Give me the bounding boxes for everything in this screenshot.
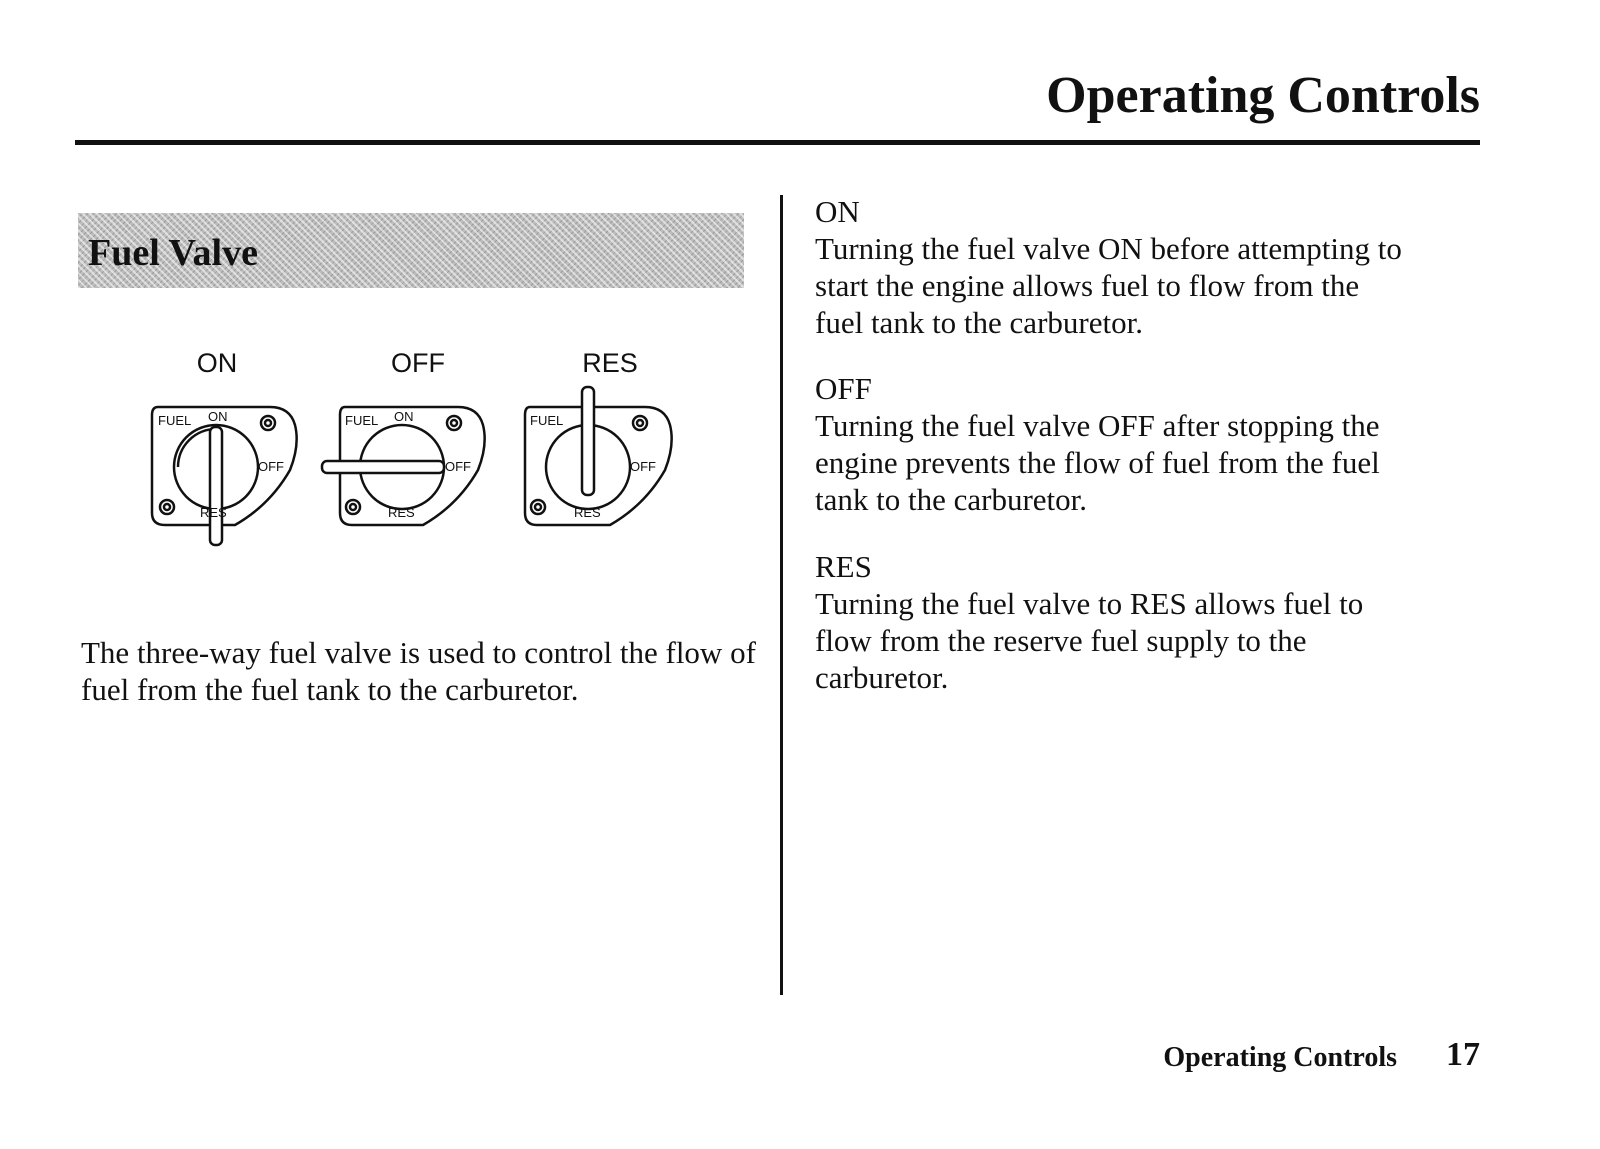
position-line: carburetor. xyxy=(815,660,949,695)
panel-off-text: OFF xyxy=(258,459,284,474)
position-line: Turning the fuel valve OFF after stopping the xyxy=(815,408,1380,443)
valve-label-res: RES xyxy=(582,348,638,378)
panel-res-text: RES xyxy=(200,505,227,520)
valve-label-off: OFF xyxy=(391,348,445,378)
position-heading: OFF xyxy=(815,371,872,406)
position-line: fuel tank to the carburetor. xyxy=(815,305,1143,340)
position-line: flow from the reserve fuel supply to the xyxy=(815,623,1307,658)
panel-fuel-text: FUEL xyxy=(530,413,564,428)
footer-section-title: Operating Controls xyxy=(1163,1042,1397,1073)
panel-res-text: RES xyxy=(574,505,601,520)
section-banner xyxy=(78,213,744,288)
column-divider xyxy=(780,195,783,995)
title-rule xyxy=(75,140,1480,145)
panel-res-text: RES xyxy=(388,505,415,520)
page-title: Operating Controls xyxy=(1046,67,1480,124)
panel-on-text: ON xyxy=(208,409,228,424)
position-off-block xyxy=(815,370,1495,518)
fuel-valve-illustration xyxy=(140,385,700,570)
panel-on-text: ON xyxy=(394,409,414,424)
valve-label-on: ON xyxy=(196,348,238,378)
position-on-block xyxy=(815,193,1495,341)
panel-fuel-text: FUEL xyxy=(345,413,379,428)
fuel-valve-diagram xyxy=(140,385,700,570)
position-heading: ON xyxy=(815,194,860,229)
page-number: 17 xyxy=(1446,1036,1480,1073)
position-res-block xyxy=(815,548,1495,696)
section-title: Fuel Valve xyxy=(88,232,258,274)
panel-off-text: OFF xyxy=(445,459,471,474)
position-line: start the engine allows fuel to flow from the xyxy=(815,268,1360,303)
position-line: Turning the fuel valve to RES allows fuel to xyxy=(815,586,1364,621)
position-line: tank to the carburetor. xyxy=(815,482,1088,517)
position-line: Turning the fuel valve ON before attempting to xyxy=(815,231,1402,266)
position-line: engine prevents the flow of fuel from the fuel xyxy=(815,445,1380,480)
fuel-valve-description: The three-way fuel valve is used to control the flow of fuel from the fuel tank to the carburetor. xyxy=(81,635,756,707)
panel-off-text: OFF xyxy=(630,459,656,474)
position-heading: RES xyxy=(815,549,872,584)
panel-fuel-text: FUEL xyxy=(158,413,192,428)
